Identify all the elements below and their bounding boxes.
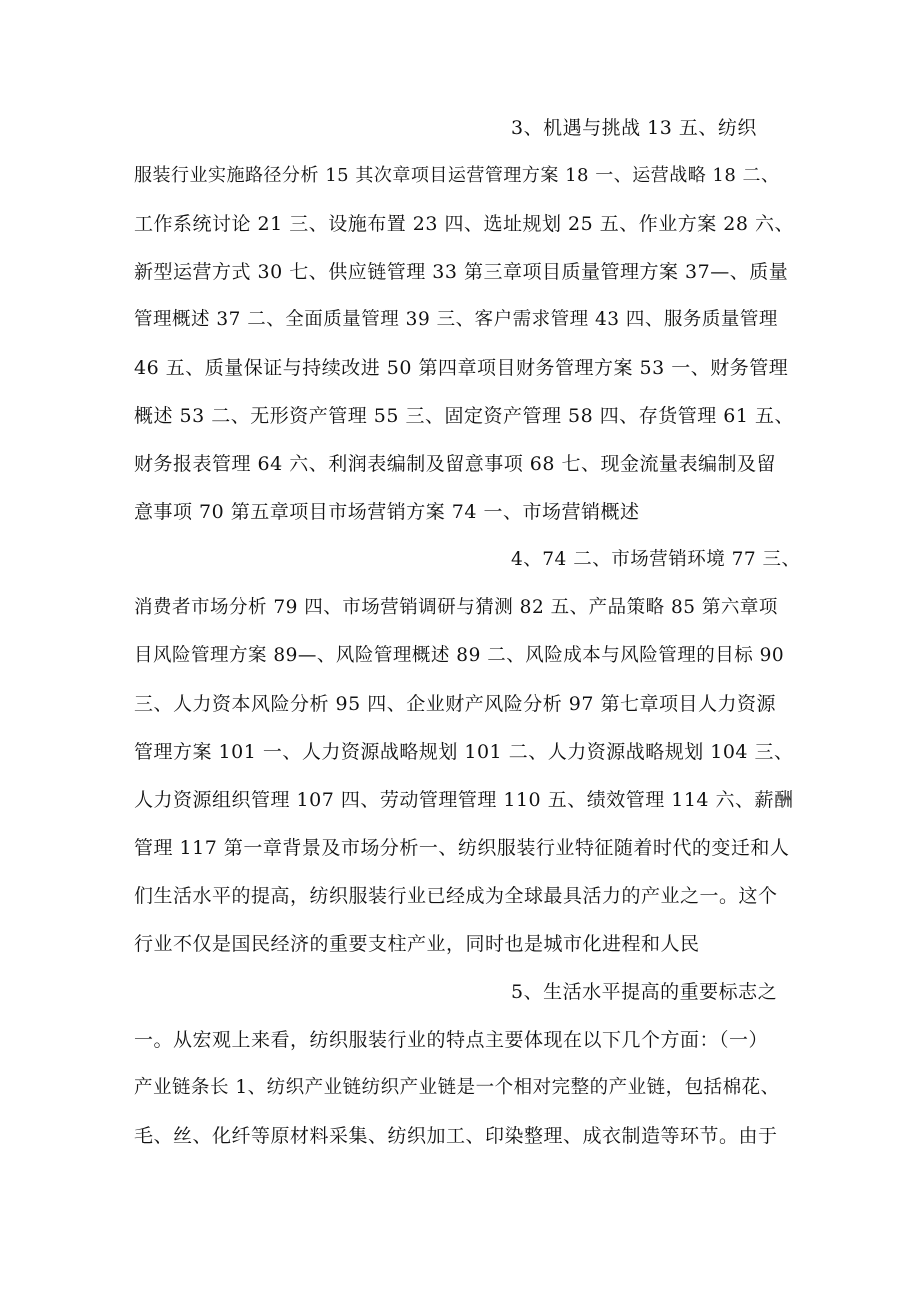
text-line: 管理方案 101 一、人力资源战略规划 101 二、人力资源战略规划 104 三、 (134, 741, 794, 763)
text-line: 46 五、质量保证与持续改进 50 第四章项目财务管理方案 53 一、财务管理 (134, 357, 789, 379)
text-line: 5、生活水平提高的重要标志之 (511, 981, 778, 1003)
text-line: 目风险管理方案 89—、风险管理概述 89 二、风险成本与风险管理的目标 90 (134, 645, 785, 666)
text-line: 人力资源组织管理 107 四、劳动管理管理 110 五、绩效管理 114 六、薪酬 (134, 789, 794, 811)
text-line: 新型运营方式 30 七、供应链管理 33 第三章项目质量管理方案 37—、质量 (134, 261, 789, 283)
text-line: 工作系统讨论 21 三、设施布置 23 四、选址规划 25 五、作业方案 28 六、 (134, 213, 795, 235)
text-line: 管理 117 第一章背景及市场分析一、纺织服装行业特征随着时代的变迁和人 (134, 837, 790, 859)
text-line: 概述 53 二、无形资产管理 55 三、固定资产管理 58 四、存货管理 61 五、 (134, 405, 795, 427)
text-line: 一。从宏观上来看，纺织服装行业的特点主要体现在以下几个方面：（一） (134, 1029, 769, 1051)
text-line: 管理概述 37 二、全面质量管理 39 三、客户需求管理 43 四、服务质量管理 (134, 309, 778, 330)
text-line: 们生活水平的提高，纺织服装行业已经成为全球最具活力的产业之一。这个 (134, 885, 778, 907)
text-line: 三、人力资本风险分析 95 四、企业财产风险分析 97 第七章项目人力资源 (134, 693, 777, 715)
text-line: 毛、丝、化纤等原材料采集、纺织加工、印染整理、成衣制造等环节。由于 (134, 1125, 778, 1147)
text-line: 4、74 二、市场营销环境 77 三、 (511, 549, 801, 570)
text-line: 行业不仅是国民经济的重要支柱产业，同时也是城市化进程和人民 (134, 933, 700, 955)
text-line: 3、机遇与挑战 13 五、纺织 (511, 117, 757, 139)
text-line: 消费者市场分析 79 四、市场营销调研与猜测 82 五、产品策略 85 第六章项 (134, 597, 778, 618)
text-line: 产业链条长 1、纺织产业链纺织产业链是一个相对完整的产业链，包括棉花、 (134, 1077, 780, 1098)
text-line: 服装行业实施路径分析 15 其次章项目运营管理方案 18 一、运营战略 18 二、 (134, 165, 780, 186)
text-line: 意事项 70 第五章项目市场营销方案 74 一、市场营销概述 (134, 501, 640, 523)
text-line: 财务报表管理 64 六、利润表编制及留意事项 68 七、现金流量表编制及留 (134, 453, 777, 475)
